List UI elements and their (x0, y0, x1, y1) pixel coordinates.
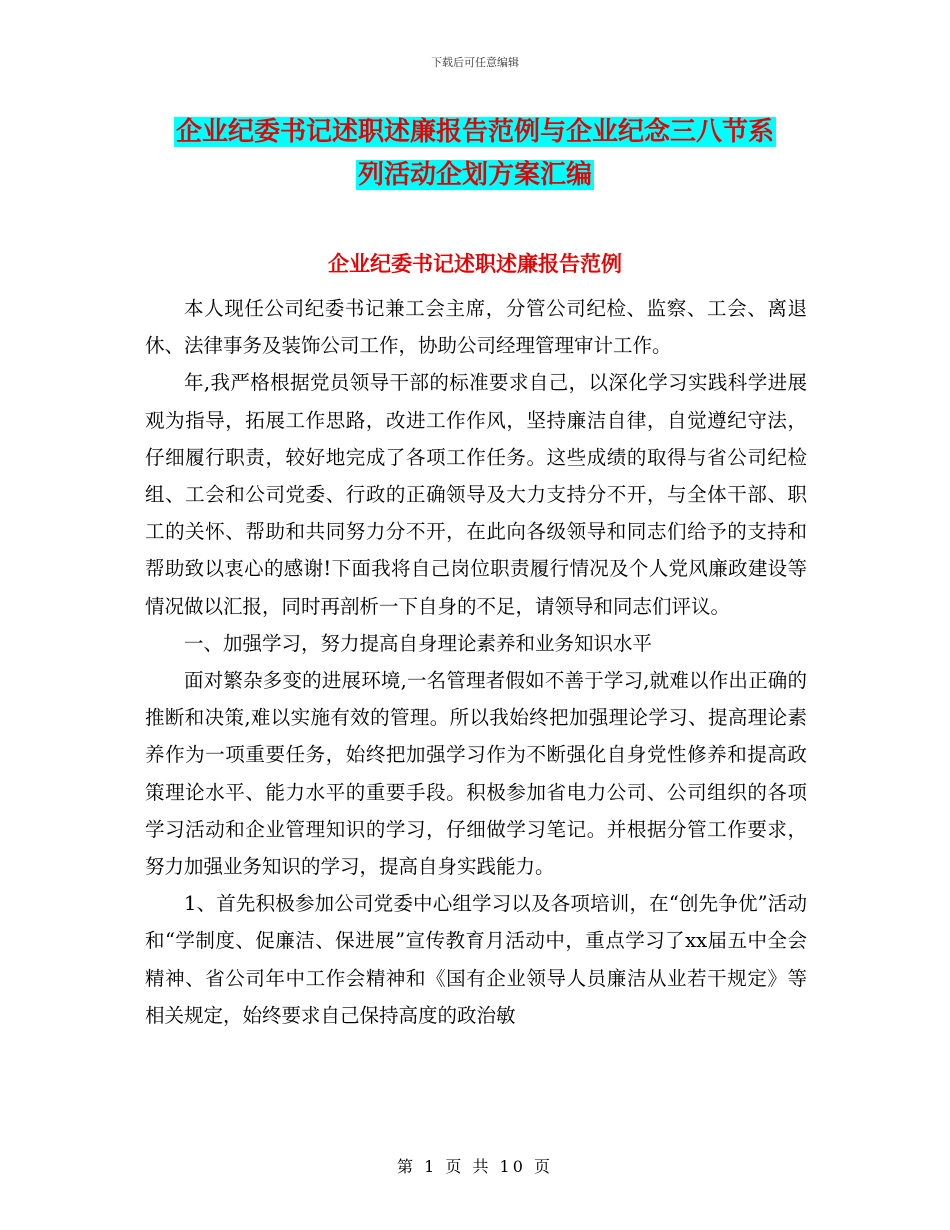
page-footer: 第 1 页 共 10 页 (397, 1157, 553, 1176)
document-body (145, 290, 807, 1034)
section-title: 企业纪委书记述职述廉报告范例 (328, 252, 622, 276)
main-title-line-2 (0, 158, 950, 192)
main-title-line-1 (0, 115, 950, 149)
main-title-text-1: 企业纪委书记述职述廉报告范例与企业纪念三八节系 (175, 117, 774, 147)
paragraph: 年,我严格根据党员领导干部的标准要求自己，以深化学习实践科学进展观为指导，拓展工作思路，改进工作作风，坚持廉洁自律，自觉遵纪守法，仔细履行职责，较好地完成了各项工作任务。这些成绩的取得与省公司纪检组、工会和公司党委、行政的正确领导及大力支持分不开，与全体干部、职工的关怀、帮助和共同努力分不开，在此向各级领导和同志们给予的支持和帮助致以衷心的感谢!下面我将自己岗位职责履行情况及个人党风廉政建设等情况做以汇报，同时再剖析一下自身的不足，请领导和同志们评议。 (145, 371, 807, 618)
header-note: 下载后可任意编辑 (431, 56, 519, 69)
paragraph: 1、首先积极参加公司党委中心组学习以及各项培训，在“创先争优”活动和“学制度、促廉洁、保进展”宣传教育月活动中，重点学习了xx届五中全会精神、省公司年中工作会精神和《国有企业领导人员廉洁从业若干规定》等相关规定，始终要求自己保持高度的政治敏 (145, 892, 807, 1027)
paragraph: 面对繁杂多变的进展环境,一名管理者假如不善于学习,就难以作出正确的推断和决策,难以实施有效的管理。所以我始终把加强理论学习、提高理论素养作为一项重要任务，始终把加强学习作为不断强化自身党性修养和提高政策理论水平、能力水平的重要手段。积极参加省电力公司、公司组织的各项学习活动和企业管理知识的学习，仔细做学习笔记。并根据分管工作要求，努力加强业务知识的学习，提高自身实践能力。 (145, 669, 807, 879)
paragraph: 本人现任公司纪委书记兼工会主席，分管公司纪检、监察、工会、离退休、法律事务及装饰公司工作，协助公司经理管理审计工作。 (145, 297, 807, 358)
paragraph-heading: 一、加强学习，努力提高自身理论素养和业务知识水平 (184, 631, 653, 655)
main-title-text-2: 列活动企划方案汇编 (357, 160, 592, 190)
